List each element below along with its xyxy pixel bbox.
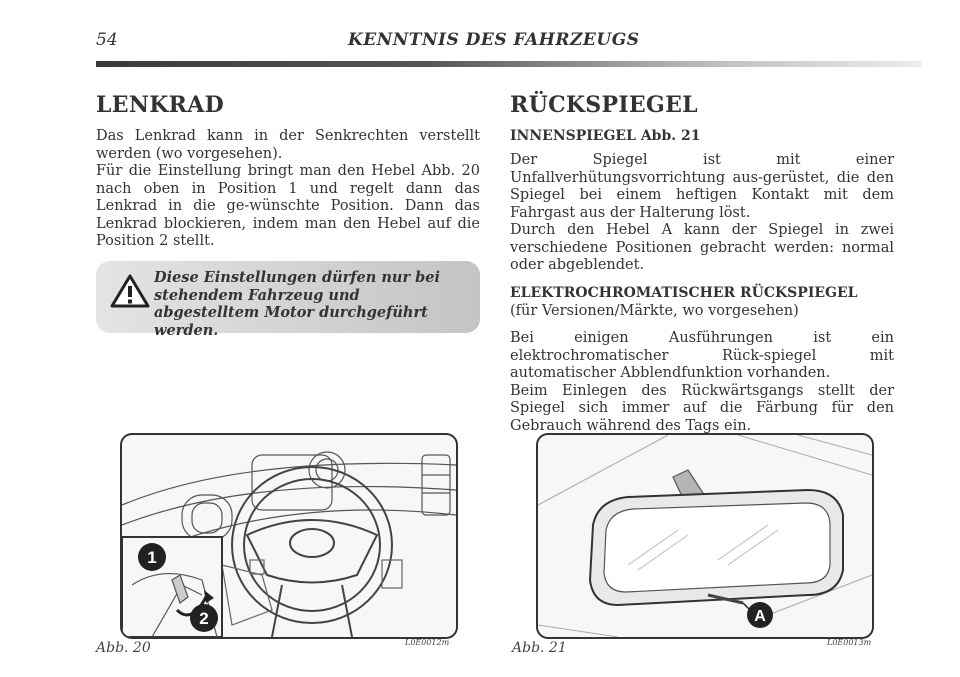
right-column	[510, 92, 894, 435]
elektrochromatisch-paragraph-1: Bei einigen Ausführungen ist ein elektrochromatischer Rück-spiegel mit automatischer Abblendfunktion vorhanden.	[510, 330, 894, 381]
lenkrad-paragraph-1: Das Lenkrad kann in der Senkrechten verstellt werden (wo vorgesehen).	[96, 128, 480, 162]
figure-rearview-mirror	[536, 433, 874, 639]
page-number: 54	[96, 30, 118, 50]
figure-code-21: L0E0013m	[827, 638, 872, 647]
elektrochromatisch-note: (für Versionen/Märkte, wo vorgesehen)	[510, 302, 799, 319]
figure-code-20: L0E0012m	[405, 638, 450, 647]
warning-triangle-icon	[110, 273, 150, 309]
section-heading-lenkrad: LENKRAD	[96, 92, 224, 118]
label-position-1: 1	[147, 548, 157, 567]
elektrochromatisch-paragraph-2: Beim Einlegen des Rückwärtsgangs stellt der Spiegel sich immer auf die Färbung für den Gebrauch während des Tags ein.	[510, 382, 894, 434]
subheading-elektrochromatisch: ELEKTROCHROMATISCHER RÜCKSPIEGEL	[510, 284, 858, 301]
chapter-title: KENNTNIS DES FAHRZEUGS	[348, 30, 640, 50]
figure-caption-21: Abb. 21	[512, 640, 567, 656]
figure-steering-wheel	[120, 433, 458, 639]
header-rule	[96, 61, 921, 67]
label-lever-a: A	[754, 608, 766, 625]
steering-wheel-illustration	[122, 435, 456, 637]
lenkrad-paragraph-2: Für die Einstellung bringt man den Hebel Abb. 20 nach oben in Position 1 und regelt dann das Lenkrad in die ge-wünschte Position. Dann das Lenkrad blockieren, indem man den Hebel auf die Position 2 stellt.	[96, 163, 480, 249]
warning-box	[96, 261, 480, 339]
left-column	[96, 92, 480, 251]
innenspiegel-paragraph-2: Durch den Hebel A kann der Spiegel in zwei verschiedene Positionen gebracht werden: normal oder abgeblendet.	[510, 222, 894, 273]
innenspiegel-paragraph-1: Der Spiegel ist mit einer Unfallverhütungsvorrichtung aus-gerüstet, die den Spiegel bei einem heftigen Kontakt mit dem Fahrgast aus der Halterung löst.	[510, 152, 894, 221]
figure-caption-20: Abb. 20	[96, 640, 151, 656]
label-position-2: 2	[199, 609, 209, 628]
section-heading-rueckspiegel: RÜCKSPIEGEL	[510, 92, 698, 118]
subheading-innenspiegel: INNENSPIEGEL Abb. 21	[510, 128, 701, 144]
warning-text: Diese Einstellungen dürfen nur bei stehendem Fahrzeug und abgestelltem Motor durchgeführt werden.	[154, 269, 441, 339]
mirror-illustration	[538, 435, 872, 637]
